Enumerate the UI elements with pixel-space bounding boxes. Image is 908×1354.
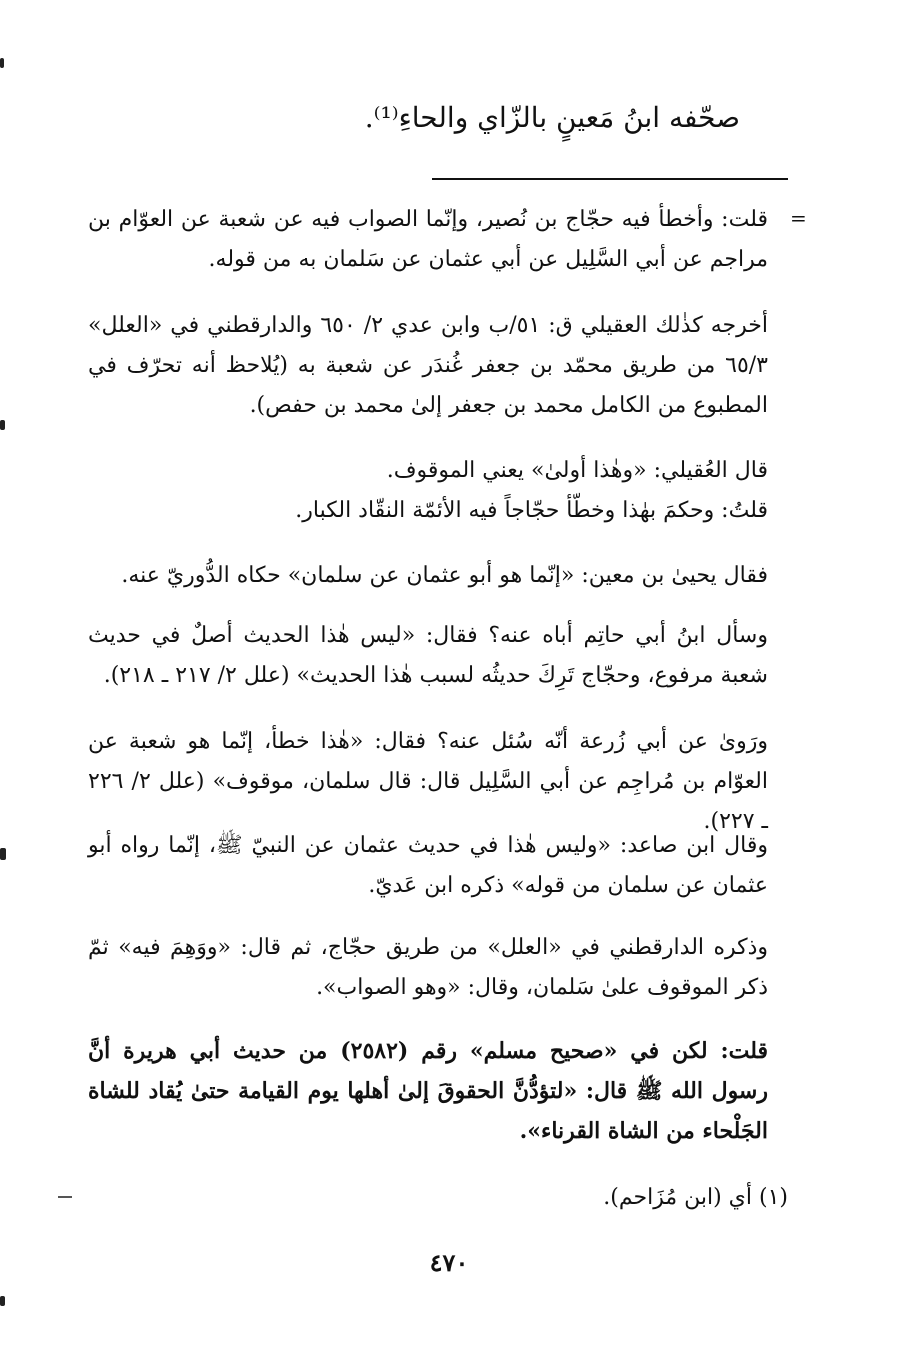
footnote-separator-rule	[432, 178, 788, 180]
paragraph-5: فقال يحيىٰ بن معين: «إنّما هو أبو عثمان عن سلمان» حكاه الدُّوريّ عنه.	[121, 563, 768, 588]
footnote: (١) أي (ابن مُزَاحم).	[603, 1185, 788, 1210]
page-title-line: صحّفه ابنُ مَعينٍ بالزّاي والحاءِ⁽¹⁾.	[364, 101, 740, 134]
paragraph-6: وسأل ابنُ أبي حاتِم أباه عنه؟ فقال: «ليس هٰذا الحديث أصلٌ في حديث شعبة مرفوع، وحجّاج تَرِكَ حديثُه لسبب هٰذا الحديث» (علل ٢/ ٢١٧ ـ ٢١٨).	[88, 623, 768, 688]
scan-edge-mark-mid	[0, 420, 5, 430]
paragraph-2: أخرجه كذٰلك العقيلي ق: ٥١/ب وابن عدي ٢/ ٦٥٠ والدارقطني في «العلل» ٦٥/٣ من طريق محمّد بن جعفر غُندَر عن شعبة به (يُلاحظ أنه تحرّف في المطبوع من الكامل محمد بن جعفر إلىٰ محمد بن حفص).	[88, 313, 769, 418]
paragraph-8: وقال ابن صاعد: «وليس هٰذا في حديث عثمان عن النبيّ ﷺ، إنّما رواه أبو عثمان عن سلمان من قوله» ذكره ابن عَديّ.	[88, 833, 768, 898]
paragraph-1: قلت: وأخطأ فيه حجّاج بن نُصير، وإنّما الصواب فيه عن شعبة عن العوّام بن مراجم عن أبي السَّلِيل عن أبي عثمان عن سَلمان به من قوله.	[88, 207, 768, 272]
paragraph-3: قال العُقيلي: «وهٰذا أولىٰ» يعني الموقوف.	[386, 458, 768, 483]
paragraph-9: وذكره الدارقطني في «العلل» من طريق حجّاج، ثم قال: «ووَهِمَ فيه» ثمّ ذكر الموقوف علىٰ سَلمان، وقال: «وهو الصواب».	[88, 935, 768, 1000]
paragraph-4: قلتُ: وحكمَ بهٰذا وخطّأ حجّاجاً فيه الأئمّة النقّاد الكبار.	[295, 498, 768, 523]
paragraph-7: ورَوىٰ عن أبي زُرعة أنّه سُئل عنه؟ فقال: «هٰذا خطأ، إنّما هو شعبة عن العوّام بن مُراجِم عن أبي السَّلِيل قال: قال سلمان، موقوف» (علل ٢/ ٢٢٦ ـ ٢٢٧).	[88, 729, 768, 834]
paragraph-10: قلت: لكن في «صحيح مسلم» رقم (٢٥٨٢) من حديث أبي هريرة أنَّ رسول الله ﷺ قال: «لتؤدُّنَّ الحقوقَ إلىٰ أهلها يوم القيامة حتىٰ يُقاد للشاة الجَلْحاء من الشاة القرناء».	[88, 1038, 768, 1144]
scan-edge-mark-bottom	[0, 1296, 5, 1306]
margin-dash-mark	[58, 1196, 72, 1198]
continuation-mark: =	[790, 206, 807, 230]
page-number: ٤٧٠	[429, 1248, 469, 1277]
scan-edge-mark-top	[0, 58, 4, 68]
scan-edge-mark-lower	[0, 848, 6, 860]
